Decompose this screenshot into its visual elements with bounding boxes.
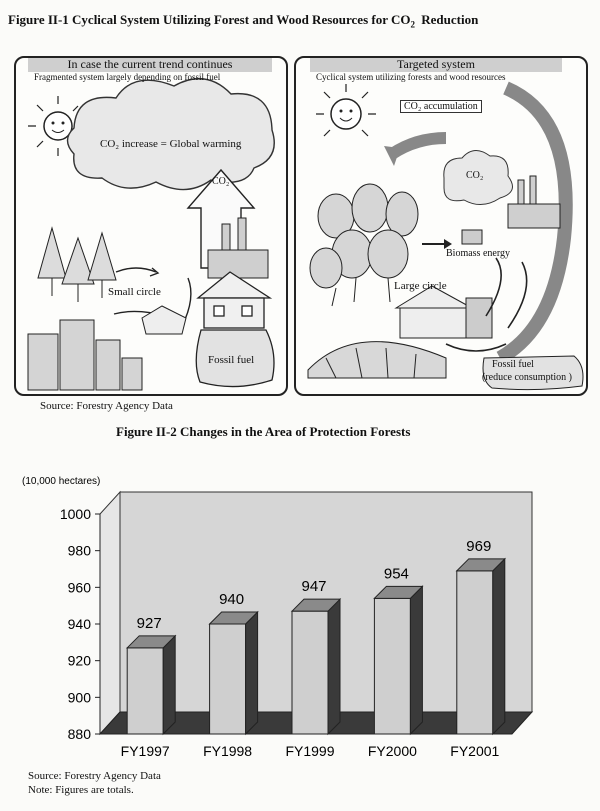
y-tick-label: 1000 (59, 506, 91, 522)
cycle-arrow-top-icon (392, 138, 446, 154)
figure2-source: Source: Forestry Agency Data (28, 770, 161, 782)
bar-side (493, 559, 505, 734)
co2-accumulation-label: CO₂ accumulation (400, 100, 482, 113)
left-panel (14, 56, 288, 396)
biomass-plant-icon (462, 230, 482, 244)
y-tick-label: 960 (67, 579, 91, 596)
right-fossil-fuel-label: Fossil fuel (492, 359, 534, 370)
small-house-icon (142, 306, 186, 334)
x-category-label: FY2001 (450, 743, 500, 759)
factory-icon (508, 176, 560, 228)
y-tick-label: 980 (67, 542, 91, 559)
large-circle-label: Large circle (394, 280, 447, 292)
bar-data-label: 969 (466, 537, 492, 555)
reduce-consumption-label: (reduce consumption ) (482, 372, 572, 383)
y-tick-label: 900 (67, 689, 91, 706)
x-category-label: FY1997 (120, 743, 170, 759)
bar-data-label: 927 (136, 614, 162, 632)
bar-data-label: 954 (383, 565, 409, 583)
left-heading: In case the current trend continues (28, 57, 272, 72)
bar-side (246, 612, 258, 734)
bar-front (127, 648, 163, 734)
right-panel (294, 56, 588, 396)
house-icon (198, 272, 270, 328)
right-subheading: Cyclical system utilizing forests and wood resources (316, 72, 506, 82)
figure1-title-end: Reduction (421, 12, 479, 27)
cloud-shape (68, 79, 275, 190)
protection-forest-chart (0, 462, 600, 772)
right-co2-label: CO₂ (466, 170, 484, 181)
y-axis-label: (10,000 hectares) (22, 476, 101, 487)
left-subheading: Fragmented system largely depending on fossil fuel (34, 72, 221, 82)
left-cloud-label: CO₂ increase = Global warming (100, 138, 242, 150)
trees-icon (38, 228, 116, 302)
figure1-source: Source: Forestry Agency Data (40, 400, 173, 412)
wooden-stadium-icon (308, 342, 446, 378)
x-category-label: FY1999 (285, 743, 335, 759)
sun-icon (316, 84, 376, 136)
y-tick-label: 940 (67, 616, 91, 632)
figure1-title (8, 12, 478, 30)
biomass-energy-label: Biomass energy (446, 248, 510, 259)
left-panel-illustration (16, 58, 286, 394)
y-tick-label: 920 (67, 652, 91, 669)
y-tick-label: 880 (67, 726, 91, 742)
bar-front (374, 598, 410, 734)
small-circle-label: Small circle (108, 286, 161, 298)
x-category-label: FY2000 (367, 743, 417, 759)
bar-front (292, 611, 328, 734)
figure2-note: Note: Figures are totals. (28, 784, 134, 796)
bar-side (410, 586, 422, 734)
bar-side (328, 599, 340, 734)
chart-left-wall (100, 492, 120, 734)
figure1-title-text: Figure II-1 Cyclical System Utilizing Forest and Wood Resources for CO (8, 12, 411, 27)
house-icon (396, 286, 492, 338)
bar-data-label: 940 (219, 591, 245, 608)
left-fossil-fuel-label: Fossil fuel (208, 354, 255, 366)
figure1-title-subscript: 2 (410, 19, 415, 30)
left-co2-label: CO₂ (212, 176, 230, 187)
figure2-title: Figure II-2 Changes in the Area of Protection Forests (116, 424, 411, 439)
bar-data-label: 947 (301, 578, 327, 596)
right-heading: Targeted system (310, 57, 562, 72)
x-category-label: FY1998 (203, 743, 253, 759)
bar-front (210, 624, 246, 734)
buildings-icon (28, 320, 142, 390)
bar-side (163, 636, 175, 734)
bar-front (457, 571, 493, 734)
